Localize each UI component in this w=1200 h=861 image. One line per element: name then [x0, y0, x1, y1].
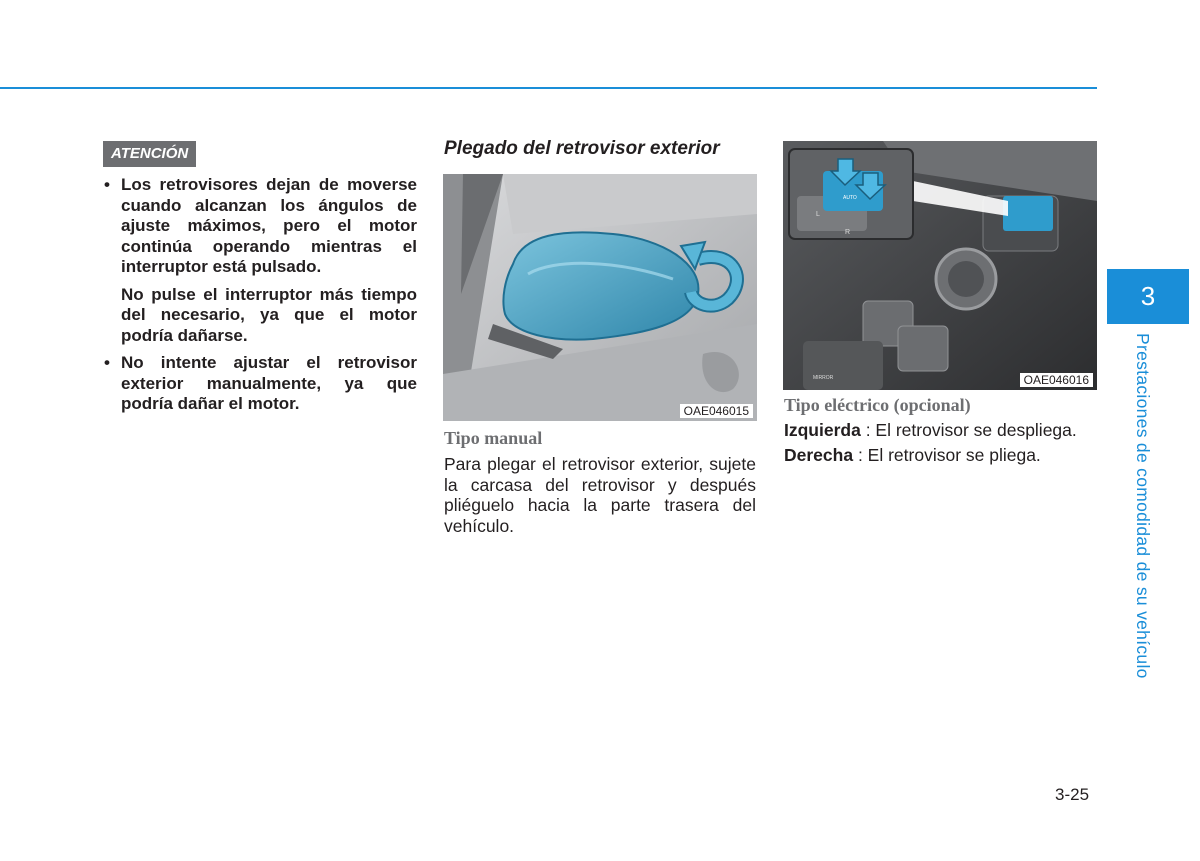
figure-manual-mirror	[443, 174, 757, 421]
warning-paragraph: No intente ajustar el retrovisor exterior manualmente, ya que podría dañar el motor.	[121, 353, 417, 413]
manual-text: Para plegar el retrovisor exterior, sujete la carcasa del retrovisor y después pliéguelo hacia la parte trasera del vehículo.	[444, 454, 756, 536]
manual-mirror-illustration	[443, 174, 757, 421]
figure-code: OAE046016	[1020, 373, 1093, 387]
chapter-title: Prestaciones de comodidad de su vehículo	[1133, 333, 1153, 679]
switch-label-right: R	[845, 229, 851, 236]
top-rule	[0, 87, 1097, 89]
bullet-dot: •	[104, 175, 110, 194]
switch-label-mirror: MIRROR	[813, 375, 834, 381]
electric-item-text: : El retrovisor se pliega.	[853, 445, 1041, 465]
warning-bullet	[104, 353, 417, 415]
warning-label: ATENCIÓN	[103, 141, 196, 167]
electric-item-text: : El retrovisor se despliega.	[860, 420, 1077, 440]
electric-item	[784, 444, 1041, 466]
warning-paragraph: No pulse el interruptor más tiempo del necesario, ya que el motor podría dañarse.	[121, 284, 417, 345]
electric-item	[784, 419, 1077, 441]
electric-subheading: Tipo eléctrico (opcional)	[784, 395, 971, 415]
electric-switch-illustration	[783, 141, 1097, 390]
switch-label-left: L	[816, 211, 820, 218]
manual-subheading: Tipo manual	[444, 428, 543, 448]
warning-bullet	[104, 175, 417, 346]
electric-item-term: Izquierda	[784, 420, 861, 440]
figure-electric-switch	[783, 141, 1097, 390]
electric-item-term: Derecha	[784, 445, 854, 465]
bullet-dot: •	[104, 353, 110, 372]
section-title: Plegado del retrovisor exterior	[444, 138, 720, 159]
page-number: 3-25	[1055, 785, 1090, 804]
warning-paragraph: Los retrovisores dejan de moverse cuando alcanzan los ángulos de ajuste máximos, pero el motor continúa operando mientras el interruptor está pulsado.	[121, 175, 417, 276]
warning-list	[104, 175, 417, 422]
chapter-tab: 3	[1107, 269, 1189, 324]
figure-code: OAE046015	[680, 404, 753, 418]
switch-label-auto: AUTO	[843, 195, 857, 201]
